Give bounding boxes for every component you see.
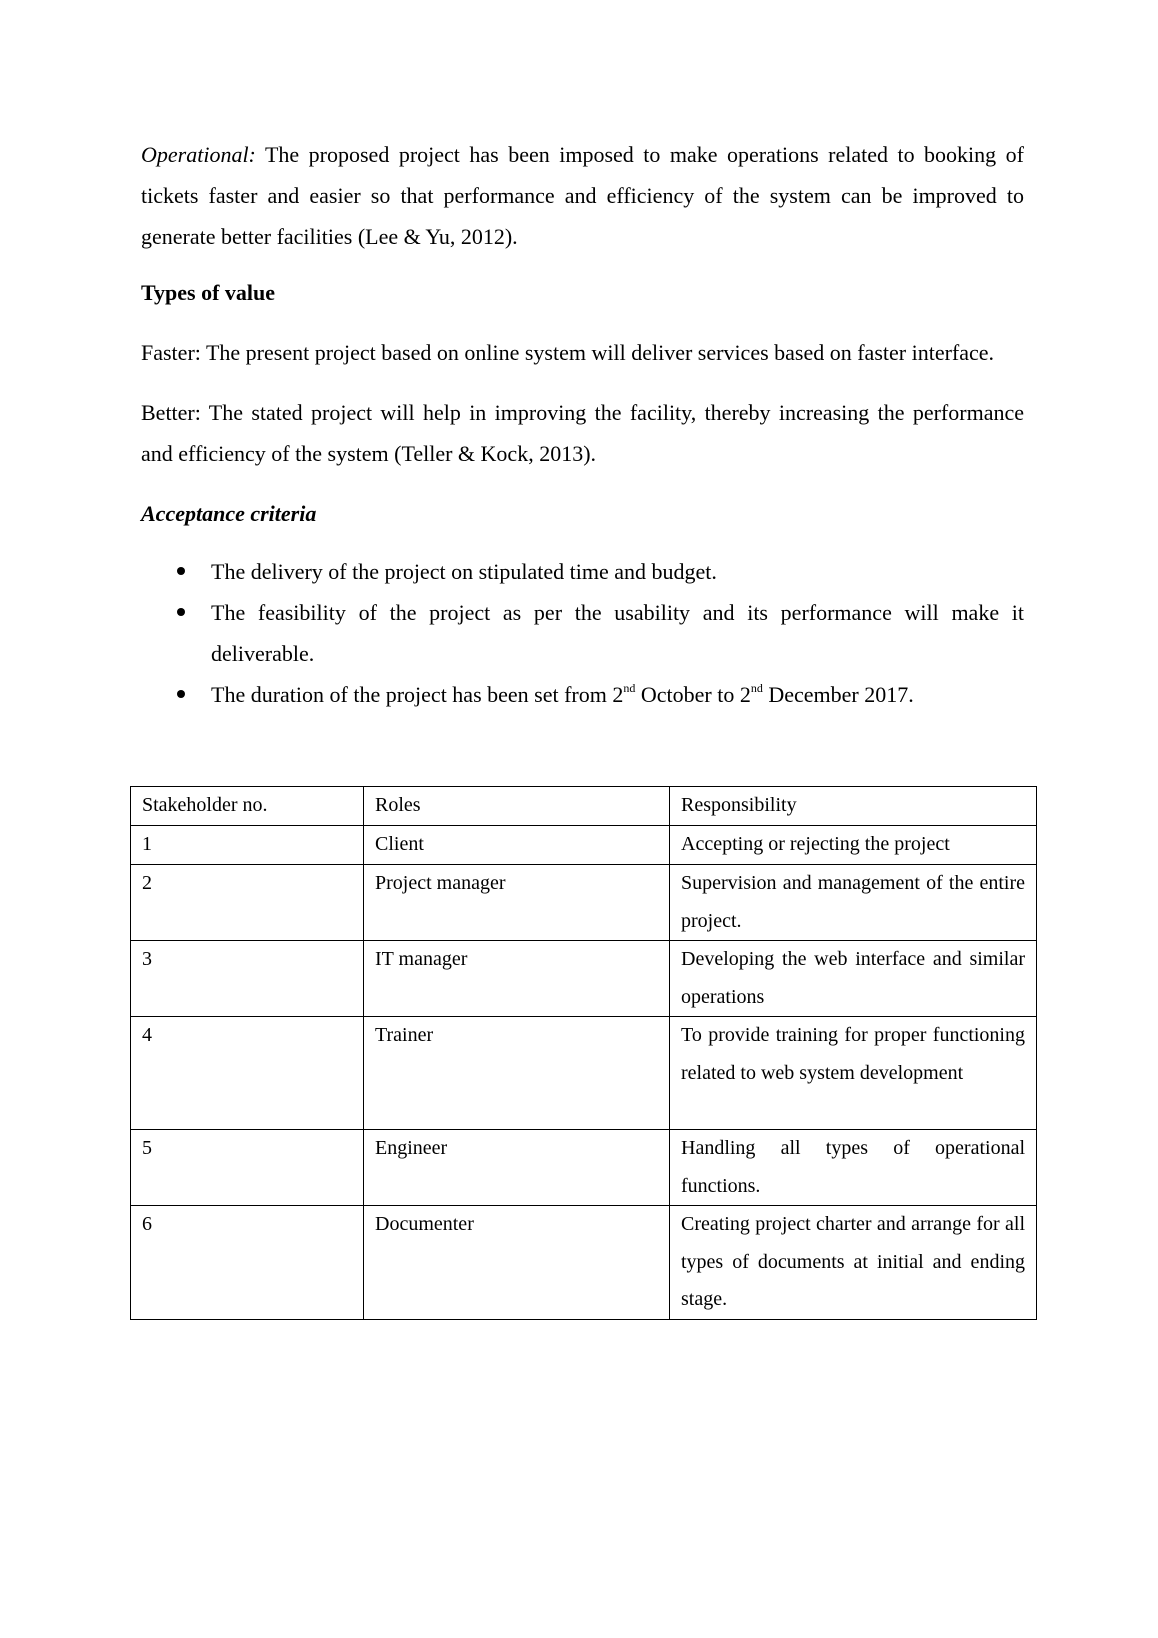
list-item-text-part: October to 2 [635,682,751,707]
table-row [131,1017,1037,1130]
table-header-row [131,787,1037,826]
acceptance-criteria-heading: Acceptance criteria [141,501,317,526]
types-of-value-heading: Types of value [141,280,276,305]
table-cell: Client [364,826,670,865]
table-cell: 5 [131,1130,364,1206]
header-cell-roles: Roles [364,787,670,826]
header-cell-stakeholder-no: Stakeholder no. [131,787,364,826]
table-row [131,1130,1037,1206]
bullet-icon [177,608,185,616]
superscript: nd [623,681,636,695]
header-cell-responsibility: Responsibility [670,787,1037,826]
table-row [131,865,1037,941]
table-cell: Supervision and management of the entire project. [670,865,1037,941]
faster-paragraph: Faster: The present project based on online system will deliver services based on faster interface. [141,340,995,365]
table-cell: To provide training for proper functioning related to web system development [670,1017,1037,1130]
acceptance-criteria-list [141,551,1024,715]
operational-text: The proposed project has been imposed to make operations related to booking of tickets faster and easier so that performance and efficiency of the system can be improved to generate better facilities (Lee & Yu, 2012). [141,142,1024,249]
table-cell: 3 [131,941,364,1017]
document-page [141,134,1024,715]
table-cell: Handling all types of operational functions. [670,1130,1037,1206]
table-row [131,826,1037,865]
table-cell: 4 [131,1017,364,1130]
table-cell: 6 [131,1206,364,1320]
table-cell: 1 [131,826,364,865]
table-cell: 2 [131,865,364,941]
list-item-text: The delivery of the project on stipulated time and budget. [211,559,717,584]
table-cell: Developing the web interface and similar operations [670,941,1037,1017]
table-cell: Trainer [364,1017,670,1130]
list-item-text-part: The duration of the project has been set from 2 [211,682,624,707]
table-cell: Creating project charter and arrange for all types of documents at initial and ending stage. [670,1206,1037,1320]
operational-paragraph [141,134,1024,257]
better-paragraph: Better: The stated project will help in improving the facility, thereby increasing the performance and efficiency of the system (Teller & Kock, 2013). [141,400,1024,466]
list-item [141,551,1024,592]
operational-label: Operational: [141,142,256,167]
table-row [131,941,1037,1017]
table-cell: Accepting or rejecting the project [670,826,1037,865]
table-cell: Documenter [364,1206,670,1320]
table-cell: Engineer [364,1130,670,1206]
bullet-icon [177,690,185,698]
table-cell: Project manager [364,865,670,941]
list-item [141,674,1024,715]
bullet-icon [177,567,185,575]
table-cell: IT manager [364,941,670,1017]
superscript: nd [750,681,763,695]
list-item-text: The feasibility of the project as per the usability and its performance will make it deliverable. [211,600,1024,666]
table-row [131,1206,1037,1320]
list-item [141,592,1024,674]
stakeholder-table [130,786,1037,1320]
list-item-text-part: December 2017. [762,682,914,707]
